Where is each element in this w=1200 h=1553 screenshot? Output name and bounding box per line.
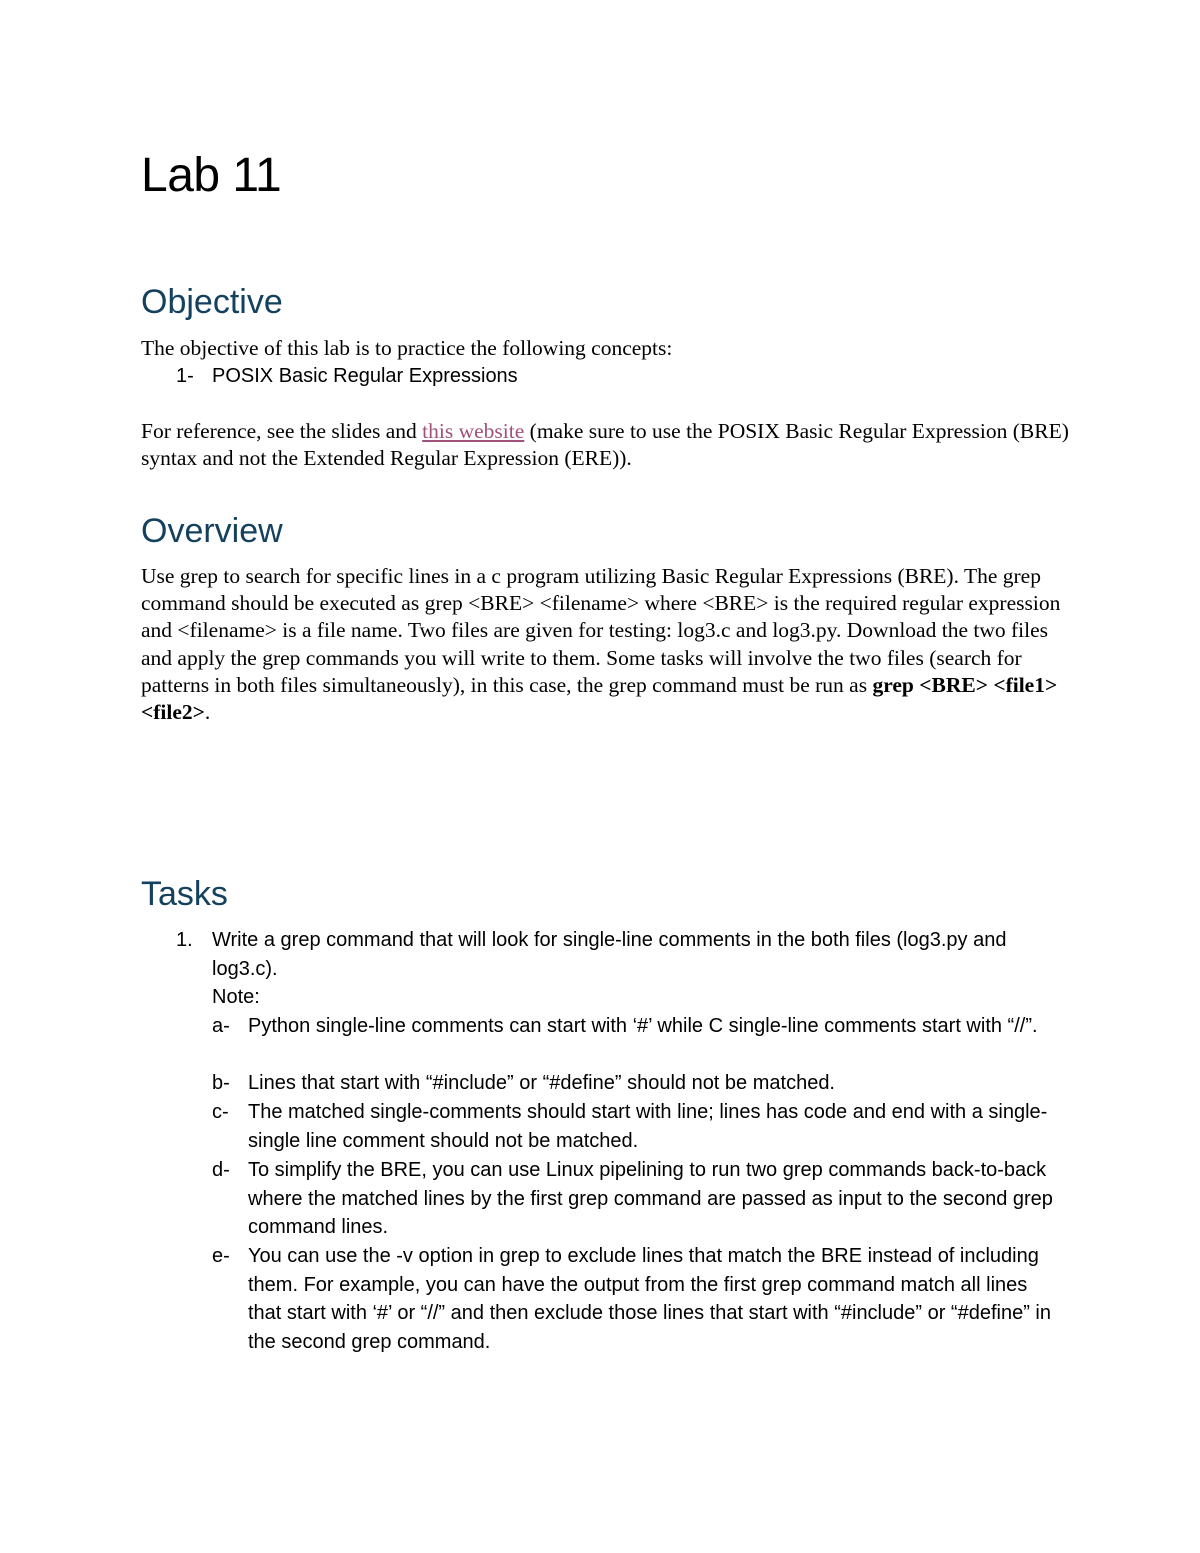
sub-item-a — [212, 1012, 1062, 1070]
reference-paragraph — [141, 418, 1071, 472]
task-number: 1. — [176, 929, 193, 951]
sub-item-text: Lines that start with “#include” or “#define” should not be matched. — [248, 1072, 835, 1094]
sub-item-text: You can use the -v option in grep to exclude lines that match the BRE instead of including them. For example, you can have the output from the first grep command match all lines that start with ‘#’ or “//” and then exclude those lines that start with “#include” or “#define” in the second grep command. — [248, 1245, 1051, 1353]
sub-item-text: Python single-line comments can start with ‘#’ while C single-line comments start with “//”. — [248, 1015, 1038, 1037]
sub-item-b — [212, 1069, 1062, 1098]
this-website-link[interactable]: this website — [422, 419, 525, 443]
note-label: Note: — [212, 986, 260, 1008]
overview-end: . — [204, 700, 211, 725]
sub-item-letter: e- — [212, 1245, 230, 1267]
tasks-heading: Tasks — [141, 875, 228, 913]
overview-heading: Overview — [141, 512, 283, 550]
overview-paragraph — [141, 563, 1071, 726]
sub-item-c — [212, 1098, 1062, 1156]
sub-item-letter: c- — [212, 1101, 229, 1123]
overview-text: Use grep to search for specific lines in a c program utilizing Basic Regular Expressions (BRE). The grep command should be executed as grep <BRE> <filename> where <BRE> is the required regular expression and <filename> is a file name. Two files are given for testing: log3.c and log3.py. Download the two files and apply the grep commands you will write to them. Some tasks will involve the two files (search for patterns in both files simultaneously), in this case, the grep command must be run as — [141, 564, 1061, 697]
list-number: 1- — [176, 365, 194, 387]
reference-text-before: For reference, see the slides and — [141, 419, 423, 443]
sub-item-d — [212, 1156, 1062, 1242]
sub-item-e — [212, 1242, 1062, 1357]
reference-text-after: (make sure to use the POSIX Basic Regular Expression (BRE) syntax and not the Extended Regular Expression (ERE)). — [141, 419, 1069, 471]
sub-item-text: The matched single-comments should start with line; lines has code and end with a single-single line comment should not be matched. — [248, 1101, 1048, 1152]
grep-command-example: grep <BRE> <file1> <file2> — [141, 672, 1058, 725]
objective-intro: The objective of this lab is to practice the following concepts: — [141, 336, 673, 360]
task-text: Write a grep command that will look for single-line comments in the both files (log3.py and log3.c). — [212, 929, 1007, 980]
objective-heading: Objective — [141, 283, 283, 321]
sub-item-letter: a- — [212, 1015, 230, 1037]
sub-item-letter: b- — [212, 1072, 230, 1094]
objective-list-item — [176, 362, 876, 391]
task-item — [176, 926, 1056, 986]
sub-item-text: To simplify the BRE, you can use Linux pipelining to run two grep commands back-to-back where the matched lines by the first grep command are passed as input to the second grep command lines. — [248, 1159, 1053, 1239]
list-item-text: POSIX Basic Regular Expressions — [212, 365, 518, 387]
sub-item-letter: d- — [212, 1159, 230, 1181]
document-title: Lab 11 — [141, 149, 282, 202]
